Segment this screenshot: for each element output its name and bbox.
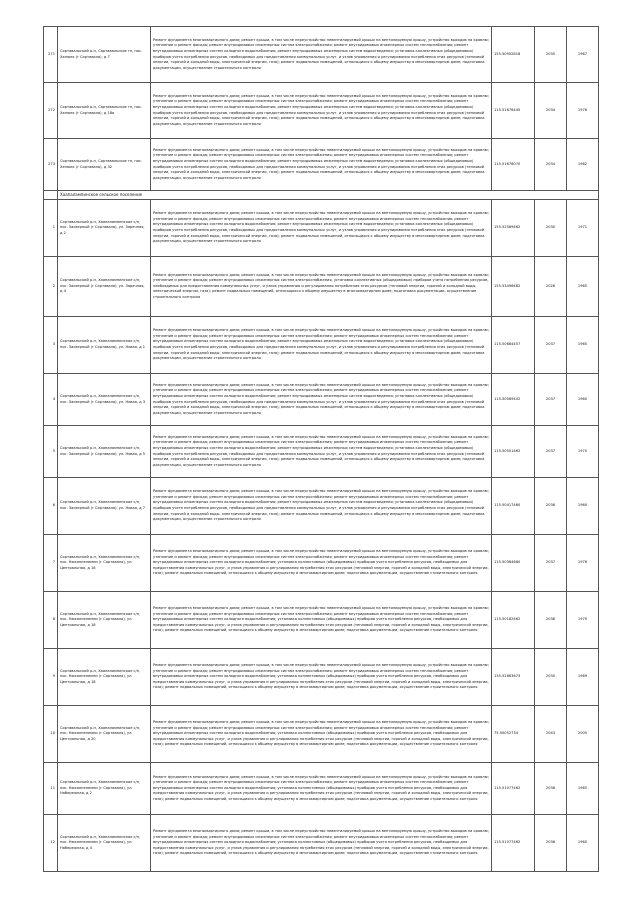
area-cell: 135.52863673 — [492, 649, 535, 706]
address-cell: Сортавальский р-н, Хаапалампинское с/п, пос. Заозерный (г Сортавала), ул. Новая, д 1 — [58, 317, 151, 374]
build-year-cell: 1965 — [567, 317, 599, 374]
address-cell: Сортавальский р-н, Хаапалампинское с/п, пос. Нюхяннелемпи (г Сортавала), ул. Центральная, д 18 — [58, 592, 151, 649]
works-cell: Ремонт фундамента многоквартирного дома; ремонт крыши, в том числе переустройство невентилируемой крыши на вентилируемую крышу, устройство выходов на кровлю; утепление и ремонт фасада; ремонт внутридомовых инженерных систем электроснабжения; ремонт внутридомовых инженерных систем теплоснабжения; ремонт внутридомовых инженерных систем холодного водоснабжения; ремонт внутридомовых инженерных систем водоотведения; установка коллективных (общедомовых) приборов учета потребления ресурсов, необходимых для предоставления коммунальных услуг, и узлов управления и регулирования потребления этих ресурсов (тепловой энергии, горячей и холодной воды, электрической энергии, газа); ремонт подвальных помещений, относящихся к общему имуществу в многоквартирном доме; подготовка документации, осуществление строительного контроля — [151, 27, 492, 83]
works-cell: Ремонт фундамента многоквартирного дома; ремонт крыши, в том числе переустройство невентилируемой крыши на вентилируемую крышу, устройство выходов на кровлю; утепление и ремонт фасада; ремонт внутридомовых инженерных систем электроснабжения; ремонт внутридомовых инженерных систем теплоснабжения; ремонт внутридомовых инженерных систем холодного водоснабжения; установка коллективных (общедомовых) приборов учета потребления ресурсов, необходимых для предоставления коммунальных услуг, и узлов управления и регулирования потребления этих ресурсов (тепловой энергии, горячей и холодной воды, электрической энергии, газа); ремонт подвальных помещений, относящихся к общему имуществу в многоквартирном доме; подготовка документации, осуществление строительного контроля — [151, 535, 492, 592]
row-number: 1 — [44, 200, 58, 257]
build-year-cell: 1960 — [567, 478, 599, 535]
section-row — [44, 191, 599, 200]
table-row — [44, 478, 599, 535]
address-cell: Сортавальский р-н, Хаапалампинское с/п, пос. Заозерный (г Сортавала), ул. Заречная, д 4 — [58, 257, 151, 317]
build-year-cell: 1976 — [567, 83, 599, 139]
row-number: 2 — [44, 257, 58, 317]
works-cell: Ремонт фундамента многоквартирного дома; ремонт крыши, в том числе переустройство невентилируемой крыши на вентилируемую крышу, устройство выходов на кровлю; утепление и ремонт фасада; ремонт внутридомовых инженерных систем электроснабжения; ремонт внутридомовых инженерных систем теплоснабжения; ремонт внутридомовых инженерных систем холодного водоснабжения; установка коллективных (общедомовых) приборов учета потребления ресурсов, необходимых для предоставления коммунальных услуг, и узлов управления и регулирования потребления этих ресурсов (тепловой энергии, горячей и холодной воды, электрической энергии, газа); ремонт подвальных помещений, относящихся к общему имуществу в многоквартирном доме; подготовка документации, осуществление строительного контроля — [151, 649, 492, 706]
area-cell: 115.51077462 — [492, 763, 535, 815]
row-number: 273 — [44, 139, 58, 191]
table-row — [44, 649, 599, 706]
planned-year-cell: 2036 — [535, 815, 567, 872]
works-cell: Ремонт фундамента многоквартирного дома; ремонт крыши, в том числе переустройство невентилируемой крыши на вентилируемую крышу, устройство выходов на кровлю; утепление и ремонт фасада; ремонт внутридомовых инженерных систем электроснабжения; ремонт внутридомовых инженерных систем теплоснабжения; ремонт внутридомовых инженерных систем холодного водоснабжения; ремонт внутридомовых инженерных систем водоотведения; установка коллективных (общедомовых) приборов учета потребления ресурсов, необходимых для предоставления коммунальных услуг, и узлов управления и регулирования потребления этих ресурсов (тепловой энергии, горячей и холодной воды, электрической энергии, газа); ремонт подвальных помещений, относящихся к общему имуществу в многоквартирном доме; подготовка документации, осуществление строительного контроля — [151, 200, 492, 257]
planned-year-cell: 2034 — [535, 139, 567, 191]
address-cell: Сортавальский р-н, Сортавальское гп, пос. Хелюля (г Сортавала), д 32 — [58, 139, 151, 191]
table-row — [44, 257, 599, 317]
planned-year-cell: 2043 — [535, 706, 567, 763]
build-year-cell: 1967 — [567, 27, 599, 83]
row-number: 4 — [44, 374, 58, 426]
works-cell: Ремонт фундамента многоквартирного дома; ремонт крыши, в том числе переустройство невентилируемой крыши на вентилируемую крышу, устройство выходов на кровлю; утепление и ремонт фасада; ремонт внутридомовых инженерных систем электроснабжения; ремонт внутридомовых инженерных систем теплоснабжения; ремонт внутридомовых инженерных систем холодного водоснабжения; ремонт внутридомовых инженерных систем водоотведения; установка коллективных (общедомовых) приборов учета потребления ресурсов, необходимых для предоставления коммунальных услуг, и узлов управления и регулирования потребления этих ресурсов (тепловой энергии, горячей и холодной воды, электрической энергии, газа); ремонт подвальных помещений, относящихся к общему имуществу в многоквартирном доме; подготовка документации, осуществление строительного контроля — [151, 478, 492, 535]
address-cell: Сортавальский р-н, Хаапалампинское с/п, пос. Нюхяннелемпи (г Сортавала), ул. Центральная, д 20 — [58, 706, 151, 763]
address-cell: Сортавальский р-н, Сортавальское гп, пос. Хелюля (г Сортавала), д 7 — [58, 27, 151, 83]
build-year-cell: 1979 — [567, 592, 599, 649]
area-cell: 115.50684457 — [492, 317, 535, 374]
row-number: 11 — [44, 763, 58, 815]
area-cell: 75.50052734 — [492, 706, 535, 763]
build-year-cell: 1970 — [567, 426, 599, 478]
planned-year-cell: 2030 — [535, 200, 567, 257]
table-row — [44, 374, 599, 426]
planned-year-cell: 2030 — [535, 649, 567, 706]
works-cell: Ремонт фундамента многоквартирного дома; ремонт крыши, в том числе переустройство невентилируемой крыши на вентилируемую крышу, устройство выходов на кровлю; утепление и ремонт фасада; ремонт внутридомовых инженерных систем электроснабжения; ремонт внутридомовых инженерных систем теплоснабжения; ремонт внутридомовых инженерных систем холодного водоснабжения; ремонт внутридомовых инженерных систем водоотведения; установка коллективных (общедомовых) приборов учета потребления ресурсов, необходимых для предоставления коммунальных услуг, и узлов управления и регулирования потребления этих ресурсов (тепловой энергии, горячей и холодной воды, электрической энергии, газа); ремонт подвальных помещений, относящихся к общему имуществу в многоквартирном доме; подготовка документации, осуществление строительного контроля — [151, 83, 492, 139]
address-cell: Сортавальский р-н, Хаапалампинское с/п, пос. Заозерный (г Сортавала), ул. Новая, д 3 — [58, 374, 151, 426]
row-number: 10 — [44, 706, 58, 763]
works-cell: Ремонт фундамента многоквартирного дома; ремонт крыши, в том числе переустройство невентилируемой крыши на вентилируемую крышу, устройство выходов на кровлю; утепление и ремонт фасада; ремонт внутридомовых инженерных систем электроснабжения; ремонт внутридомовых инженерных систем теплоснабжения; ремонт внутридомовых инженерных систем холодного водоснабжения; установка коллективных (общедомовых) приборов учета потребления ресурсов, необходимых для предоставления коммунальных услуг, и узлов управления и регулирования потребления этих ресурсов (тепловой энергии, горячей и холодной воды, электрической энергии, газа); ремонт подвальных помещений, относящихся к общему имуществу в многоквартирном доме; подготовка документации, осуществление строительного контроля — [151, 592, 492, 649]
works-cell: Ремонт фундамента многоквартирного дома; ремонт крыши, в том числе переустройство невентилируемой крыши на вентилируемую крышу, устройство выходов на кровлю; утепление и ремонт фасада; ремонт внутридомовых инженерных систем электроснабжения, установка коллективных (общедомовых) приборов учета потребления ресурсов, необходимых для предоставления коммунальных услуг, и узлов управления и регулирования потребления этих ресурсов (тепловой энергии, горячей и холодной воды, электрической энергии, газа); ремонт подвальных помещений, относящихся к общему имуществу в многоквартирном доме; подготовка документации, осуществление строительного контроля — [151, 257, 492, 317]
area-cell: 115.51676070 — [492, 139, 535, 191]
area-cell: 115.50182462 — [492, 592, 535, 649]
table-row — [44, 763, 599, 815]
area-cell: 115.50589402 — [492, 374, 535, 426]
build-year-cell: 1962 — [567, 139, 599, 191]
build-year-cell: 1960 — [567, 815, 599, 872]
row-number: 8 — [44, 592, 58, 649]
area-cell: 115.50384660 — [492, 535, 535, 592]
table-row — [44, 317, 599, 374]
build-year-cell: 1971 — [567, 200, 599, 257]
area-cell: 155.53496482 — [492, 257, 535, 317]
planned-year-cell: 2036 — [535, 763, 567, 815]
address-cell: Сортавальский р-н, Хаапалампинское с/п, пос. Нюхяннелемпи (г Сортавала), ул. Центральная, д 18 — [58, 649, 151, 706]
row-number: 7 — [44, 535, 58, 592]
row-number: 12 — [44, 815, 58, 872]
row-number: 271 — [44, 27, 58, 83]
planned-year-cell: 2037 — [535, 374, 567, 426]
address-cell: Сортавальский р-н, Хаапалампинское с/п, пос. Нюхяннелемпи (г Сортавала), ул. Центральная, д 16 — [58, 535, 151, 592]
build-year-cell: 1969 — [567, 649, 599, 706]
planned-year-cell: 2037 — [535, 426, 567, 478]
area-cell: 155.52589462 — [492, 200, 535, 257]
table-row — [44, 426, 599, 478]
address-cell: Сортавальский р-н, Хаапалампинское с/п, пос. Нюхяннелемпи (г Сортавала), ул. Набережная, д 4 — [58, 815, 151, 872]
planned-year-cell: 2037 — [535, 535, 567, 592]
row-number: 6 — [44, 478, 58, 535]
planned-year-cell: 2036 — [535, 592, 567, 649]
planned-year-cell: 2035 — [535, 27, 567, 83]
area-cell: 115.50501462 — [492, 426, 535, 478]
build-year-cell: 1960 — [567, 374, 599, 426]
row-number: 9 — [44, 649, 58, 706]
build-year-cell: 2005 — [567, 706, 599, 763]
works-cell: Ремонт фундамента многоквартирного дома; ремонт крыши, в том числе переустройство невентилируемой крыши на вентилируемую крышу, устройство выходов на кровлю; утепление и ремонт фасада; ремонт внутридомовых инженерных систем электроснабжения; ремонт внутридомовых инженерных систем теплоснабжения; ремонт внутридомовых инженерных систем холодного водоснабжения; установка коллективных (общедомовых) приборов учета потребления ресурсов, необходимых для предоставления коммунальных услуг, и узлов управления и регулирования потребления этих ресурсов (тепловой энергии, горячей и холодной воды, электрической энергии, газа); ремонт подвальных помещений, относящихся к общему имуществу в многоквартирном доме; подготовка документации, осуществление строительного контроля — [151, 706, 492, 763]
area-cell: 115.50417460 — [492, 478, 535, 535]
works-cell: Ремонт фундамента многоквартирного дома; ремонт крыши, в том числе переустройство невентилируемой крыши на вентилируемую крышу, устройство выходов на кровлю; утепление и ремонт фасада; ремонт внутридомовых инженерных систем электроснабжения; ремонт внутридомовых инженерных систем теплоснабжения; ремонт внутридомовых инженерных систем холодного водоснабжения; ремонт внутридомовых инженерных систем водоотведения; установка коллективных (общедомовых) приборов учета потребления ресурсов, необходимых для предоставления коммунальных услуг, и узлов управления и регулирования потребления этих ресурсов (тепловой энергии, горячей и холодной воды, электрической энергии, газа); ремонт подвальных помещений, относящихся к общему имуществу в многоквартирном доме; подготовка документации, осуществление строительного контроля — [151, 426, 492, 478]
address-cell: Сортавальский р-н, Хаапалампинское с/п, пос. Заозерный (г Сортавала), ул. Новая, д 7 — [58, 478, 151, 535]
area-cell: 155.50952818 — [492, 27, 535, 83]
section-title: Хаапалампинское сельское поселение — [58, 191, 599, 200]
row-number: 5 — [44, 426, 58, 478]
section-spacer — [44, 191, 58, 200]
table-row — [44, 815, 599, 872]
works-cell: Ремонт фундамента многоквартирного дома; ремонт крыши, в том числе переустройство невентилируемой крыши на вентилируемую крышу, устройство выходов на кровлю; утепление и ремонт фасада; ремонт внутридомовых инженерных систем электроснабжения; ремонт внутридомовых инженерных систем теплоснабжения; ремонт внутридомовых инженерных систем холодного водоснабжения; установка коллективных (общедомовых) приборов учета потребления ресурсов, необходимых для предоставления коммунальных услуг, и узлов управления и регулирования потребления этих ресурсов (тепловой энергии, горячей и холодной воды, электрической энергии, газа); ремонт подвальных помещений, относящихся к общему имуществу в многоквартирном доме; подготовка документации, осуществление строительного контроля — [151, 763, 492, 815]
planned-year-cell: 2034 — [535, 83, 567, 139]
build-year-cell: 1965 — [567, 257, 599, 317]
table-row — [44, 200, 599, 257]
table-row — [44, 592, 599, 649]
works-cell: Ремонт фундамента многоквартирного дома; ремонт крыши, в том числе переустройство невентилируемой крыши на вентилируемую крышу, устройство выходов на кровлю; утепление и ремонт фасада; ремонт внутридомовых инженерных систем электроснабжения; ремонт внутридомовых инженерных систем теплоснабжения; ремонт внутридомовых инженерных систем холодного водоснабжения; ремонт внутридомовых инженерных систем водоотведения; установка коллективных (общедомовых) приборов учета потребления ресурсов, необходимых для предоставления коммунальных услуг, и узлов управления и регулирования потребления этих ресурсов (тепловой энергии, горячей и холодной воды, электрической энергии, газа); ремонт подвальных помещений, относящихся к общему имуществу в многоквартирном доме; подготовка документации, осуществление строительного контроля — [151, 139, 492, 191]
table-row — [44, 83, 599, 139]
table-row — [44, 535, 599, 592]
row-number: 3 — [44, 317, 58, 374]
table-row — [44, 139, 599, 191]
table-row — [44, 27, 599, 83]
address-cell: Сортавальский р-н, Сортавальское гп, пос. Хелюля (г Сортавала), д 18а — [58, 83, 151, 139]
repair-program-table — [43, 26, 599, 872]
build-year-cell: 1965 — [567, 763, 599, 815]
area-cell: 115.51077462 — [492, 815, 535, 872]
area-cell: 115.51676445 — [492, 83, 535, 139]
build-year-cell: 1976 — [567, 535, 599, 592]
planned-year-cell: 2036 — [535, 478, 567, 535]
address-cell: Сортавальский р-н, Хаапалампинское с/п, пос. Нюхяннелемпи (г Сортавала), ул. Набережная, д 2 — [58, 763, 151, 815]
address-cell: Сортавальский р-н, Хаапалампинское с/п, пос. Заозерный (г Сортавала), ул. Заречная, д 2 — [58, 200, 151, 257]
works-cell: Ремонт фундамента многоквартирного дома; ремонт крыши, в том числе переустройство невентилируемой крыши на вентилируемую крышу, устройство выходов на кровлю; утепление и ремонт фасада; ремонт внутридомовых инженерных систем электроснабжения; ремонт внутридомовых инженерных систем теплоснабжения; ремонт внутридомовых инженерных систем холодного водоснабжения; ремонт внутридомовых инженерных систем водоотведения; установка коллективных (общедомовых) приборов учета потребления ресурсов, необходимых для предоставления коммунальных услуг, и узлов управления и регулирования потребления этих ресурсов (тепловой энергии, горячей и холодной воды, электрической энергии, газа); ремонт подвальных помещений, относящихся к общему имуществу в многоквартирном доме; подготовка документации, осуществление строительного контроля — [151, 317, 492, 374]
address-cell: Сортавальский р-н, Хаапалампинское с/п, пос. Заозерный (г Сортавала), ул. Новая, д 5 — [58, 426, 151, 478]
works-cell: Ремонт фундамента многоквартирного дома; ремонт крыши, в том числе переустройство невентилируемой крыши на вентилируемую крышу, устройство выходов на кровлю; утепление и ремонт фасада; ремонт внутридомовых инженерных систем электроснабжения; ремонт внутридомовых инженерных систем теплоснабжения; ремонт внутридомовых инженерных систем холодного водоснабжения; ремонт внутридомовых инженерных систем водоотведения; установка коллективных (общедомовых) приборов учета потребления ресурсов, необходимых для предоставления коммунальных услуг, и узлов управления и регулирования потребления этих ресурсов (тепловой энергии, горячей и холодной воды, электрической энергии, газа); ремонт подвальных помещений, относящихся к общему имуществу в многоквартирном доме; подготовка документации, осуществление строительного контроля — [151, 374, 492, 426]
works-cell: Ремонт фундамента многоквартирного дома; ремонт крыши, в том числе переустройство невентилируемой крыши на вентилируемую крышу, устройство выходов на кровлю; утепление и ремонт фасада; ремонт внутридомовых инженерных систем электроснабжения; ремонт внутридомовых инженерных систем теплоснабжения; ремонт внутридомовых инженерных систем холодного водоснабжения; установка коллективных (общедомовых) приборов учета потребления ресурсов, необходимых для предоставления коммунальных услуг, и узлов управления и регулирования потребления этих ресурсов (тепловой энергии, горячей и холодной воды, электрической энергии, газа); ремонт подвальных помещений, относящихся к общему имуществу в многоквартирном доме; подготовка документации, осуществление строительного контроля — [151, 815, 492, 872]
table-row — [44, 706, 599, 763]
planned-year-cell: 2037 — [535, 317, 567, 374]
planned-year-cell: 2026 — [535, 257, 567, 317]
row-number: 272 — [44, 83, 58, 139]
